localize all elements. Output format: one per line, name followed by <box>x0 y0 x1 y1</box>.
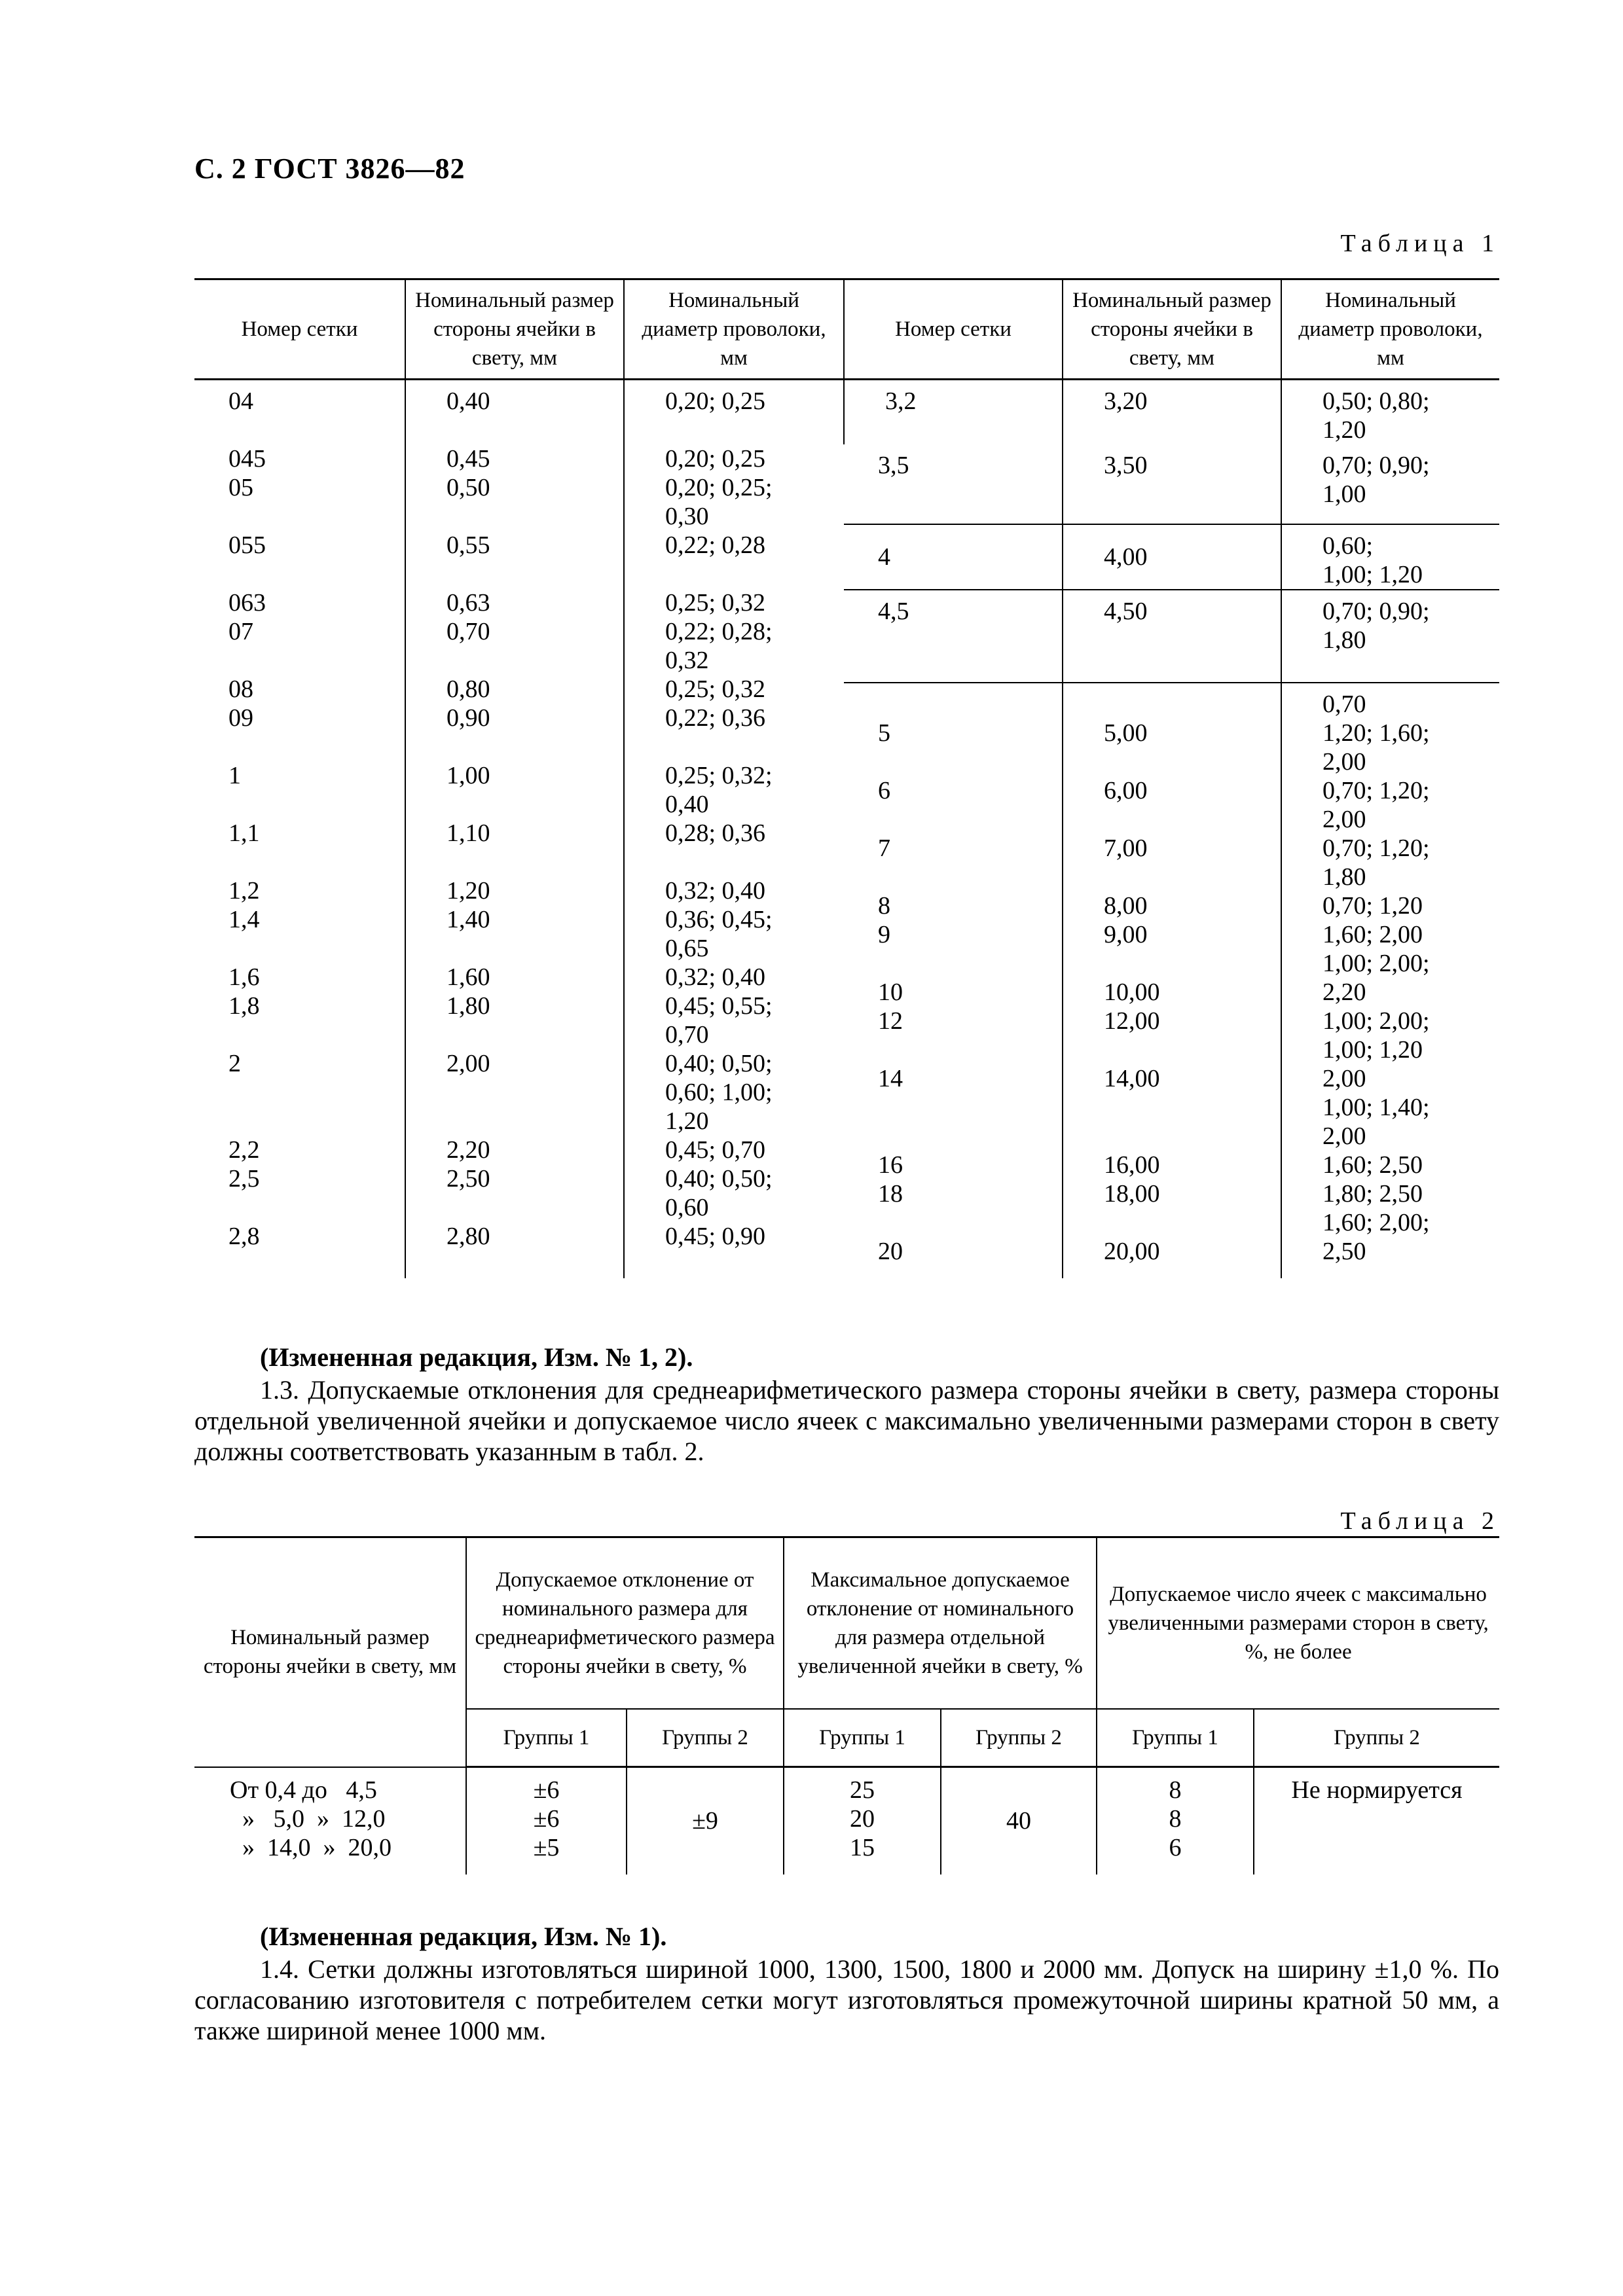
t1-right-wire-diameter: 0,60; 1,00; 1,20 <box>1281 524 1499 590</box>
t2-group-1: Группы 1 <box>1097 1709 1254 1767</box>
t1-right-wire-diameter: 0,50; 0,80; 1,20 <box>1281 380 1499 445</box>
table1 <box>194 278 1499 1278</box>
t1-right-wire-diameter: 0,70; 0,90; 1,00 <box>1281 444 1499 524</box>
t2-value: ±6 <box>533 1805 560 1833</box>
t2-count-g2: Не нормируется <box>1254 1767 1499 1875</box>
t1-right-mesh-number: 3,2 <box>844 380 1063 445</box>
t1-right-mesh-number: 4 <box>844 524 1063 590</box>
t2-header-nominal-size: Номинальный размер стороны ячейки в свету, мм <box>194 1537 466 1767</box>
t2-range: » 14,0 » 20,0 <box>230 1833 392 1861</box>
t1-header-mesh-number-2: Номер сетки <box>844 279 1063 380</box>
t1-left-mesh-numbers: 04 045 05 055 063 07 08 09 1 1,1 1,2 1,4 1,6 1,8 2 2,2 2,5 2,8 <box>228 387 266 1250</box>
t2-value: 8 <box>1169 1776 1182 1804</box>
t2-avg-dev-g1 <box>466 1767 627 1875</box>
t2-group-2: Группы 2 <box>1254 1709 1499 1767</box>
t2-count-g1 <box>1097 1767 1254 1875</box>
t1-right-mesh-number: 3,5 <box>844 444 1063 524</box>
t2-group-1: Группы 1 <box>466 1709 627 1767</box>
t2-avg-dev-g2: ±9 <box>627 1767 784 1875</box>
amendment-note-2: (Измененная редакция, Изм. № 1). <box>260 1922 667 1951</box>
t2-header-cell-count: Допускаемое число ячеек с максимально увеличенными размерами сторон в свету, %, не более <box>1097 1537 1499 1710</box>
t2-group-2: Группы 2 <box>941 1709 1097 1767</box>
page-header: С. 2 ГОСТ 3826—82 <box>194 152 465 185</box>
t1-right-cell-size: 3,20 <box>1063 380 1281 445</box>
t1-left-wire-diameters: 0,20; 0,25 0,20; 0,25 0,20; 0,25; 0,30 0,22; 0,28 0,25; 0,32 0,22; 0,28; 0,32 0,25; 0,32 0,22; 0,36 0,25; 0,32; 0,40 0,28; 0,36 0,32; 0,40 0,36; 0,45; 0,65 0,32; 0,40 0,45; 0,55; 0,70 0,40; 0,50; 0,60; 1,00; 1,20 0,45; 0,70 0,40; 0,50; 0,60 0,45; 0,90 <box>624 380 844 1279</box>
t2-max-dev-g2: 40 <box>941 1767 1097 1875</box>
t1-right-cell-size: 3,50 <box>1063 444 1281 524</box>
t2-value: ±5 <box>533 1834 560 1861</box>
t1-header-wire-diameter-2: Номинальный диаметр проволоки, мм <box>1281 279 1499 380</box>
t1-right-cell-sizes: 5,00 6,00 7,00 8,00 9,00 10,00 12,00 14,00 16,00 18,00 20,00 <box>1063 683 1281 1272</box>
t2-header-max-deviation: Максимальное допускаемое отклонение от номинального для размера отдельной увеличенной ячейки в свету, % <box>784 1537 1097 1710</box>
t1-right-mesh-number: 4,5 <box>844 590 1063 683</box>
t2-size-ranges <box>194 1767 466 1875</box>
t1-right-wire-diameter: 0,70; 0,90; 1,80 <box>1281 590 1499 683</box>
paragraph-1-3: 1.3. Допускаемые отклонения для среднеарифметического размера стороны ячейки в свету, размера стороны отдельной увеличенной ячейки и допускаемое число ячеек с максимально увеличенными размерами сторон в свету должны соответствовать указанным в табл. 2. <box>194 1375 1499 1466</box>
t2-value: 15 <box>850 1834 875 1861</box>
t2-value: 25 <box>850 1776 875 1804</box>
t1-left-cell-sizes: 0,40 0,45 0,50 0,55 0,63 0,70 0,80 0,90 1,00 1,10 1,20 1,40 1,60 1,80 2,00 2,20 2,50 2,80 <box>405 380 624 1279</box>
t2-group-2: Группы 2 <box>627 1709 784 1767</box>
t2-value: 6 <box>1169 1834 1182 1861</box>
t2-value: ±6 <box>533 1776 560 1804</box>
t1-right-cell-size: 4,00 <box>1063 524 1281 590</box>
t1-right-wire-diameters: 0,70 1,20; 1,60; 2,00 0,70; 1,20; 2,00 0,70; 1,20; 1,80 0,70; 1,20 1,60; 2,00 1,00; 2,00; 2,20 1,00; 2,00; 1,00; 1,20 2,00 1,00; 1,40; 2,00 1,60; 2,50 1,80; 2,50 1,60; 2,00; 2,50 <box>1281 683 1499 1272</box>
t1-header-wire-diameter: Номинальный диаметр проволоки, мм <box>624 279 844 380</box>
t1-header-cell-size: Номинальный размер стороны ячейки в свету, мм <box>405 279 624 380</box>
t1-right-mesh-numbers: 5 6 7 8 9 10 12 14 16 18 20 <box>878 719 903 1265</box>
t1-header-cell-size-2: Номинальный размер стороны ячейки в свету, мм <box>1063 279 1281 380</box>
t2-value: 20 <box>850 1805 875 1833</box>
t2-header-avg-deviation: Допускаемое отклонение от номинального размера для среднеарифметического размера стороны ячейки в свету, % <box>466 1537 784 1710</box>
amendment-note-1: (Измененная редакция, Изм. № 1, 2). <box>260 1342 693 1372</box>
table2 <box>194 1536 1499 1874</box>
t1-right-cell-size: 4,50 <box>1063 590 1281 683</box>
table1-caption: Таблица 1 <box>1340 230 1500 257</box>
t2-range: От 0,4 до 4,5 <box>230 1776 377 1804</box>
table2-caption: Таблица 2 <box>1340 1507 1500 1535</box>
t2-value: 8 <box>1169 1805 1182 1833</box>
t2-range: » 5,0 » 12,0 <box>230 1804 386 1833</box>
t1-header-mesh-number: Номер сетки <box>194 279 405 380</box>
paragraph-1-4: 1.4. Сетки должны изготовляться шириной 1000, 1300, 1500, 1800 и 2000 мм. Допуск на ширину ±1,0 %. По согласованию изготовителя с потребителем сетки могут изготовляться промежуточной ширины кратной 50 мм, а также шириной менее 1000 мм. <box>194 1954 1499 2045</box>
t2-max-dev-g1 <box>784 1767 941 1875</box>
t2-group-1: Группы 1 <box>784 1709 941 1767</box>
